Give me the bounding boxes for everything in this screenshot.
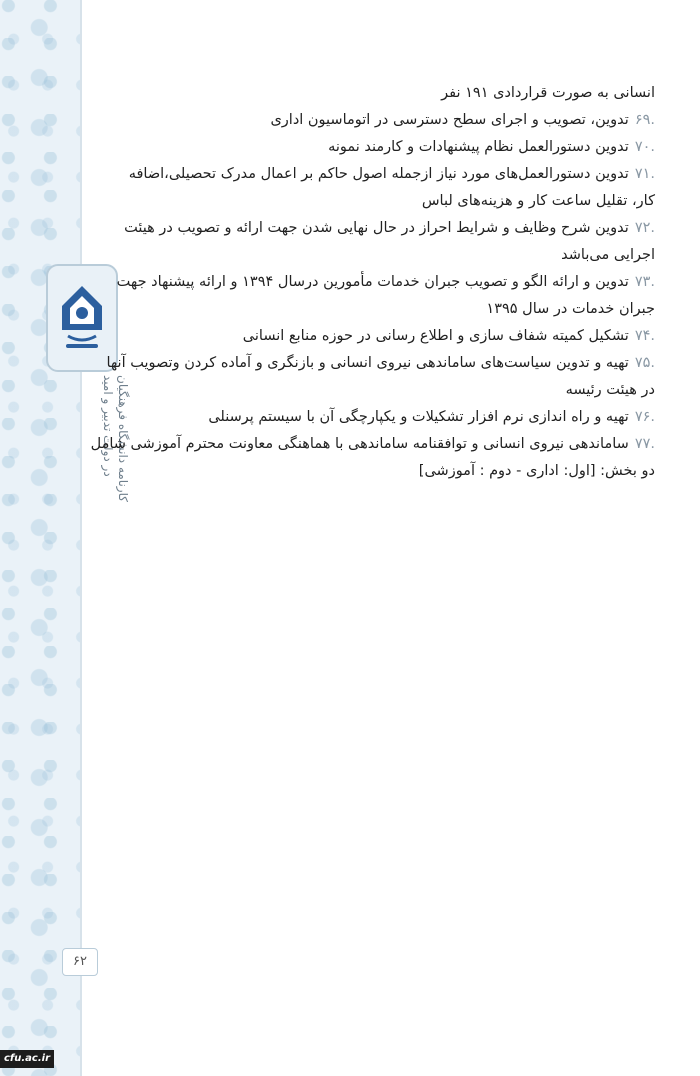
- list-item: [128, 161, 655, 215]
- intro-line: انسانی به صورت قراردادی ۱۹۱ نفر: [441, 85, 655, 101]
- list-item: [150, 107, 655, 134]
- list-item: [150, 323, 655, 350]
- item-text: تدوین، تصویب و اجرای سطح دسترسی در اتوماسیون اداری: [270, 112, 629, 128]
- list-item: [106, 350, 655, 404]
- caption-line-2: در دولت تدبیر و امید: [101, 375, 115, 477]
- item-number: .۷۱: [634, 166, 655, 182]
- list-item: [116, 269, 655, 323]
- item-text: تهیه و راه اندازی نرم افزار تشکیلات و یکپارچگی آن با سیستم پرسنلی: [208, 409, 629, 425]
- item-text: تدوین دستورالعمل نظام پیشنهادات و کارمند نمونه: [328, 139, 629, 155]
- item-number: .۷۵: [634, 355, 655, 371]
- university-emblem-icon: [54, 278, 110, 358]
- list-item: [124, 215, 655, 269]
- item-text: کار، تقلیل ساعت کار و هزینه‌های لباس: [421, 193, 655, 209]
- list-item: [150, 404, 655, 431]
- item-text: تهیه و تدوین سیاست‌های ساماندهی نیروی انسانی و بازنگری و آماده کردن وتصویب آنها: [106, 355, 629, 371]
- item-text: تدوین شرح وظایف و شرایط احراز در حال نهایی شدن جهت ارائه و تصویب در هیئت: [124, 220, 629, 236]
- item-number: .۶۹: [634, 112, 655, 128]
- item-text: تدوین و ارائه الگو و تصویب جبران خدمات مأمورین درسال ۱۳۹۴ و ارائه پیشنهاد جهت: [116, 274, 629, 290]
- sidebar-divider: [80, 0, 82, 1076]
- item-text: ساماندهی نیروی انسانی و توافقنامه ساماندهی با هماهنگی معاونت محترم آموزشی شامل: [90, 436, 629, 452]
- item-text: تدوین دستورالعمل‌های مورد نیاز ازجمله اصول حاکم بر اعمال مدرک تحصیلی،اضافه: [128, 166, 629, 182]
- list-item: [90, 431, 655, 485]
- item-text: تشکیل کمیته شفاف سازی و اطلاع رسانی در حوزه منابع انسانی: [242, 328, 629, 344]
- item-text: دو بخش: [اول: اداری - دوم : آموزشی]: [418, 463, 655, 479]
- item-number: .۷۰: [634, 139, 655, 155]
- item-number: .۷۳: [634, 274, 655, 290]
- item-text: اجرایی می‌باشد: [561, 247, 655, 263]
- caption-line-1: کارنامه دانشگاه فرهنگیان: [116, 375, 130, 502]
- item-number: .۷۲: [634, 220, 655, 236]
- item-number: .۷۶: [634, 409, 655, 425]
- list-item: [150, 134, 655, 161]
- page-number: ۶۲: [62, 948, 98, 976]
- item-text: در هیئت رئیسه: [565, 382, 655, 398]
- item-number: .۷۷: [634, 436, 655, 452]
- site-watermark: cfu.ac.ir: [0, 1050, 54, 1068]
- item-text: جبران خدمات در سال ۱۳۹۵: [486, 301, 655, 317]
- item-number: .۷۴: [634, 328, 655, 344]
- decorative-sidebar: [0, 0, 80, 1076]
